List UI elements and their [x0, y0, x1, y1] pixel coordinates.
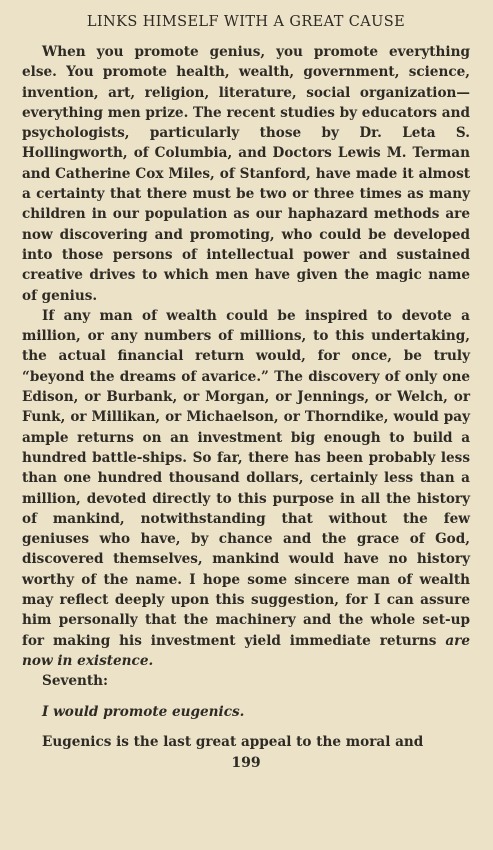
spacer — [22, 692, 470, 702]
book-page — [22, 12, 470, 772]
page-number: 199 — [231, 755, 261, 772]
paragraph-wealth-italic: are now in existence. — [22, 632, 470, 669]
paragraph-wealth-text: If any man of wealth could be inspired to devote a million, or any numbers of millions, to this undertaking, the actual financial return would, for once, be truly “beyond the dreams of avarice.” The discovery of only one Edison, or Burbank, or Morgan, or Jennings, or Welch, or Funk, or Millikan, or Michaelson, or Thorndike, would pay ample returns on an investment big enough to build a hundred battle-ships. So far, there has been probably less than one hundred thousand dollars, certainly less than a million, devoted directly to this purpose in all the history of mankind, notwithstanding that without the few geniuses who have, by chance and the grace of God, discovered themselves, mankind would have no history worthy of the name. I hope some sincere man of wealth may reflect deeply upon this suggestion, for I can assure him personally that the machinery and the whole set-up for making his investment yield immediate returns — [22, 307, 470, 649]
paragraph-eugenics: Eugenics is the last great appeal to the moral and — [42, 733, 424, 750]
eugenics-heading: I would promote eugenics. — [42, 703, 245, 720]
paragraph-wealth — [22, 306, 470, 671]
running-head: LINKS HIMSELF WITH A GREAT CAUSE — [86, 14, 406, 30]
seventh-label: Seventh: — [42, 673, 109, 690]
spacer — [22, 722, 470, 732]
paragraph-genius: When you promote genius, you promote everything else. You promote health, wealth, government, science, invention, art, religion, literature, social organization—everything men prize. The recent studies by educators and psychologists, particularly those by Dr. Leta S. Hollingworth, of Columbia, and Doctors Lewis M. Terman and Catherine Cox Miles, of Stanford, have made it almost a certainty that there must be two or three times as many children in our population as our haphazard methods are now discovering and promoting, who could be developed into those persons of intellectual power and sustained creative drives to which men have given the magic name of genius. — [22, 44, 470, 304]
